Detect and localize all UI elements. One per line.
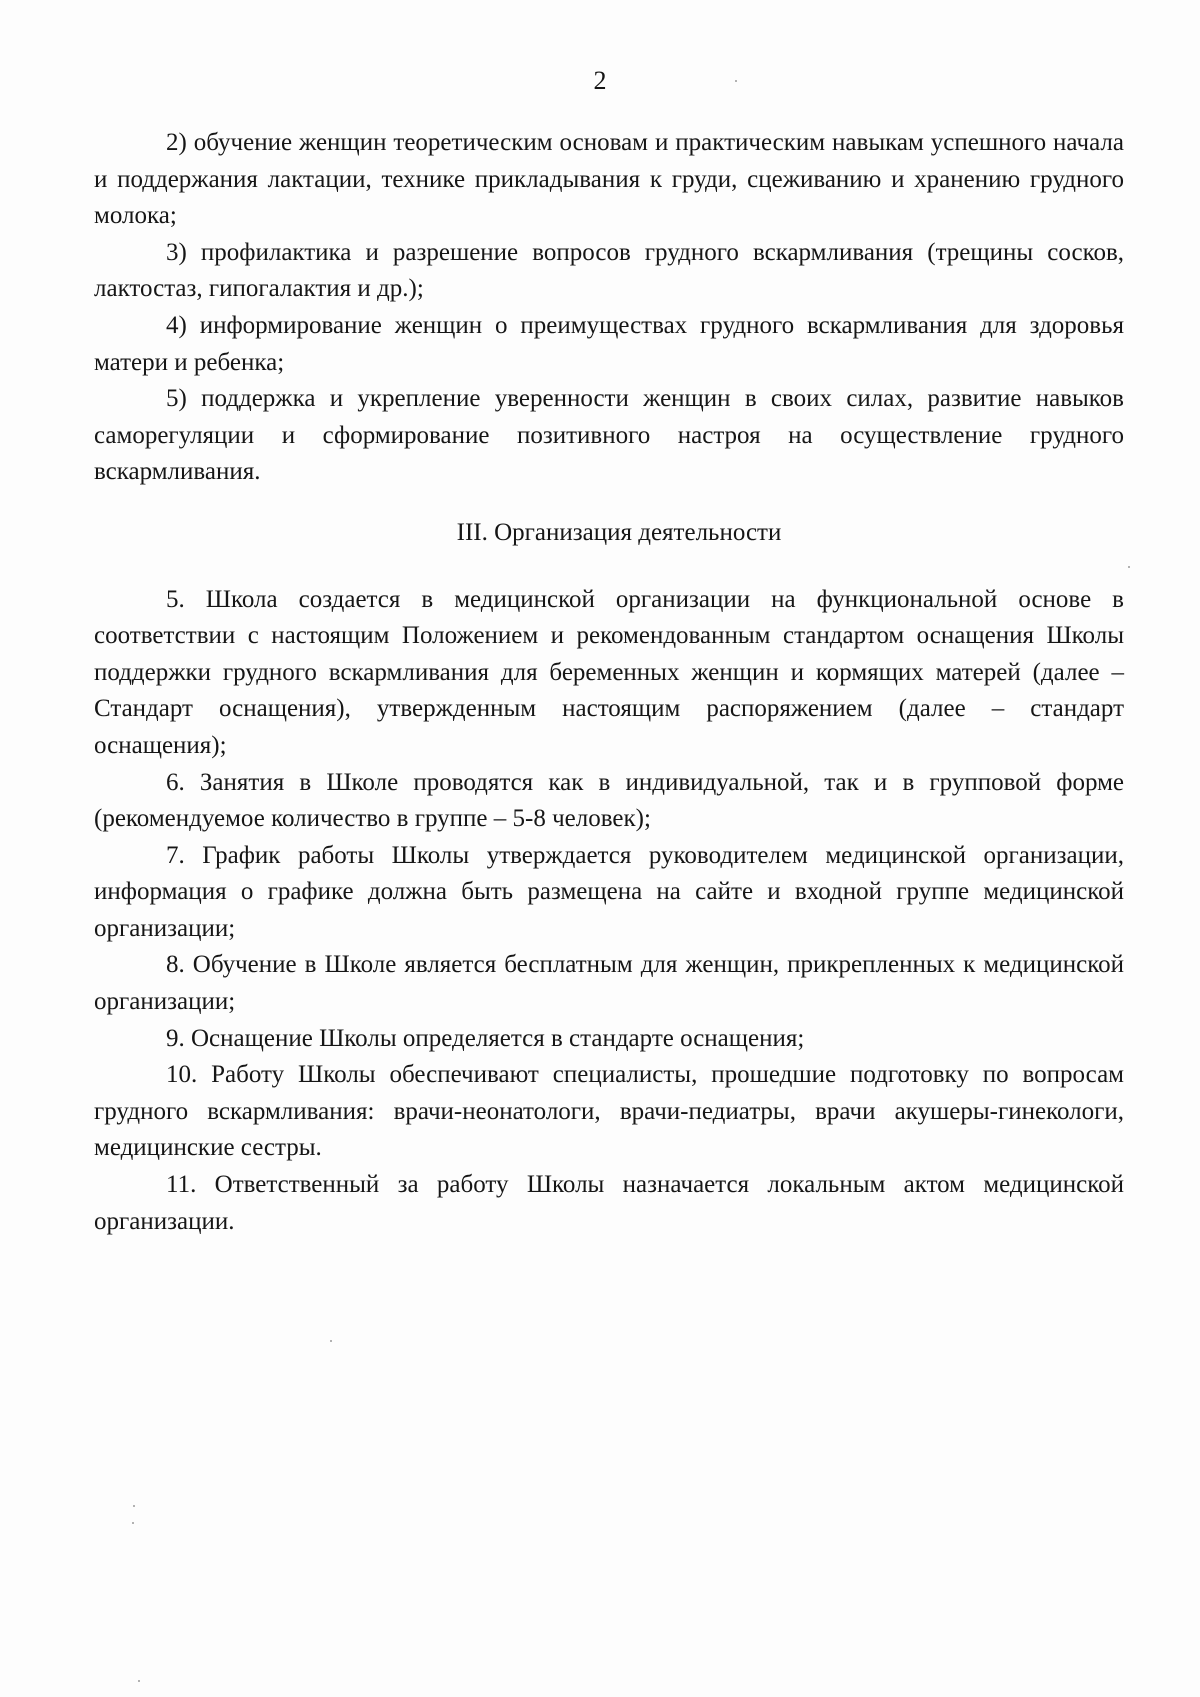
list-item: 5) поддержка и укрепление уверенности женщин в своих силах, развитие навыков саморегуляции и сформирование позитивного настроя на осуществление грудного вскармливания. <box>94 385 1124 486</box>
scan-speck <box>138 1680 140 1682</box>
scan-speck <box>1128 566 1130 568</box>
list-item: 2) обучение женщин теоретическим основам и практическим навыкам успешного начала и поддержания лактации, технике прикладывания к груди, сцеживанию и хранению грудного молока; <box>94 129 1124 230</box>
list-item: 4) информирование женщин о преимуществах грудного вскармливания для здоровья матери и ребенка; <box>94 311 1124 376</box>
scan-speck <box>330 1340 332 1342</box>
list-item: 3) профилактика и разрешение вопросов грудного вскармливания (трещины сосков, лактостаз, гипогалактия и др.); <box>94 238 1124 303</box>
section-heading: III. Организация деятельности <box>456 518 782 546</box>
list-item: 8. Обучение в Школе является бесплатным для женщин, прикрепленных к медицинской организации; <box>94 951 1124 1016</box>
list-item: 7. График работы Школы утверждается руководителем медицинской организации, информация о графике должна быть размещена на сайте и входной группе медицинской организации; <box>94 841 1124 942</box>
scan-speck <box>735 80 737 82</box>
list-item: 5. Школа создается в медицинской организации на функциональной основе в соответствии с настоящим Положением и рекомендованным стандартом оснащения Школы поддержки грудного вскармливания для беременных женщин и кормящих матерей (далее – Стандарт оснащения), утвержденным настоящим распоряжением (далее – стандарт оснащения); <box>94 585 1124 759</box>
list-item: 6. Занятия в Школе проводятся как в индивидуальной, так и в групповой форме (рекомендуемое количество в группе – 5-8 человек); <box>94 768 1124 833</box>
list-item: 10. Работу Школы обеспечивают специалисты, прошедшие подготовку по вопросам грудного вскармливания: врачи-неонатологи, врачи-педиатры, врачи акушеры-гинекологи, медицинские сестры. <box>94 1061 1124 1162</box>
page-number: 2 <box>593 66 607 95</box>
scan-speck <box>132 1522 134 1524</box>
document-body <box>94 125 1124 1240</box>
scan-speck <box>133 1505 135 1507</box>
list-item: 11. Ответственный за работу Школы назначается локальным актом медицинской организации. <box>94 1171 1124 1235</box>
list-item: 9. Оснащение Школы определяется в стандарте оснащения; <box>166 1024 805 1052</box>
